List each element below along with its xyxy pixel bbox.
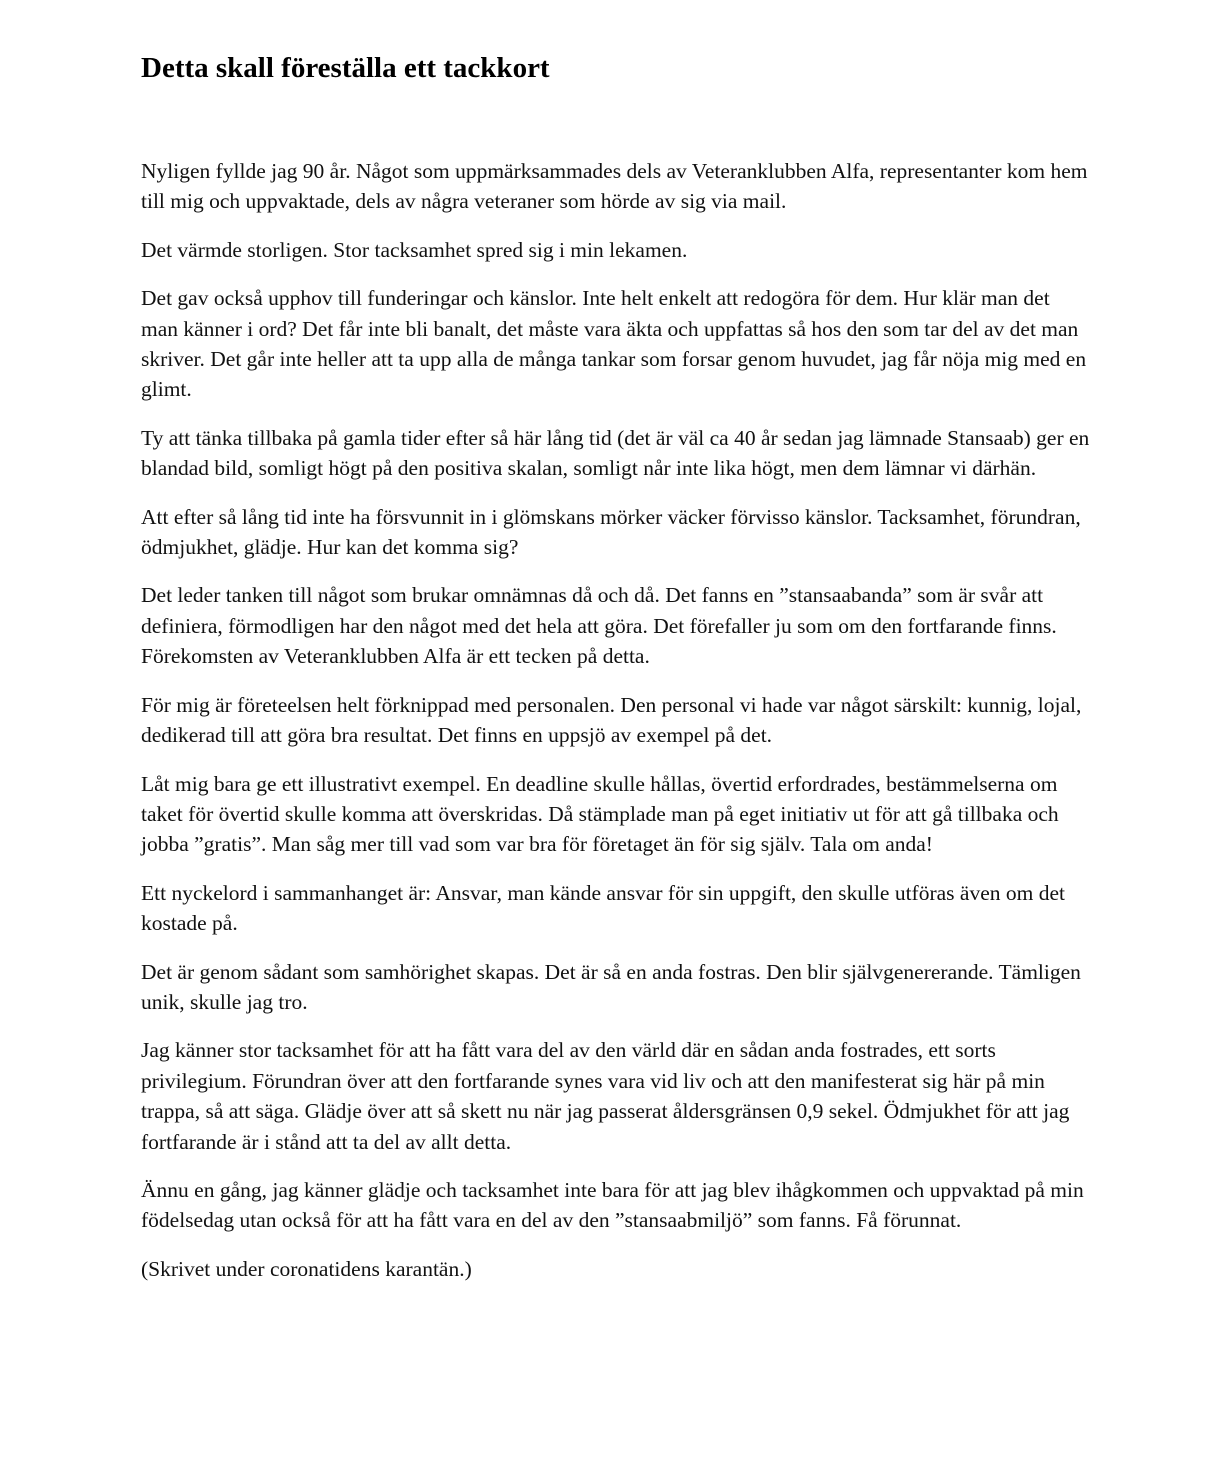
document-title: Detta skall föreställa ett tackkort	[141, 52, 550, 84]
paragraph: Det leder tanken till något som brukar omnämnas då och då. Det fanns en ”stansaabanda” som är svår att definiera, förmodligen har den något med det hela att göra. Det förefaller ju som om den fortfarande finns. Förekomsten av Veteranklubben Alfa är ett tecken på detta.	[141, 583, 1057, 669]
document-body	[141, 156, 1091, 1284]
paragraph: Det är genom sådant som samhörighet skapas. Det är så en anda fostras. Den blir självgenererande. Tämligen unik, skulle jag tro.	[141, 959, 1081, 1014]
paragraph: Ännu en gång, jag känner glädje och tacksamhet inte bara för att jag blev ihågkommen och uppvaktad på min födelsedag utan också för att ha fått vara en del av den ”stansaabmiljö” som fanns. Få förunnat.	[141, 1177, 1084, 1233]
paragraph: Ty att tänka tillbaka på gamla tider efter så här lång tid (det är väl ca 40 år sedan jag lämnade Stansaab) ger en blandad bild, somligt högt på den positiva skalan, somligt når inte lika högt, men dem lämnar vi därhän.	[141, 425, 1090, 481]
paragraph: Ett nyckelord i sammanhanget är: Ansvar, man kände ansvar för sin uppgift, den skulle utföras även om det kostade på.	[141, 880, 1065, 936]
paragraph: Låt mig bara ge ett illustrativt exempel. En deadline skulle hållas, övertid erfordrades, bestämmelserna om taket för övertid skulle komma att överskridas. Då stämplade man på eget initiativ ut för att gå tillbaka och jobba ”gratis”. Man såg mer till vad som var bra för företaget än för sig själv. Tala om anda!	[141, 771, 1059, 857]
closing-note: (Skrivet under coronatidens karantän.)	[141, 1256, 472, 1281]
paragraph: Nyligen fyllde jag 90 år. Något som uppmärksammades dels av Veteranklubben Alfa, representanter kom hem till mig och uppvaktade, dels av några veteraner som hörde av sig via mail.	[141, 159, 1088, 214]
paragraph: Det gav också upphov till funderingar och känslor. Inte helt enkelt att redogöra för dem. Hur klär man det man känner i ord? Det får inte bli banalt, det måste vara äkta och uppfattas så hos den som tar del av det man skriver. Det går inte heller att ta upp alla de många tankar som forsar genom huvudet, jag får nöja mig med en glimt.	[141, 286, 1087, 402]
paragraph: Att efter så lång tid inte ha försvunnit in i glömskans mörker väcker förvisso känslor. Tacksamhet, förundran, ödmjukhet, glädje. Hur kan det komma sig?	[141, 504, 1081, 560]
paragraph: För mig är företeelsen helt förknippad med personalen. Den personal vi hade var något särskilt: kunnig, lojal, dedikerad till att göra bra resultat. Det finns en uppsjö av exempel på det.	[141, 692, 1082, 748]
paragraph: Jag känner stor tacksamhet för att ha fått vara del av den värld där en sådan anda fostrades, ett sorts privilegium. Förundran över att den fortfarande synes vara vid liv och att den manifesterat sig här på min trappa, så att säga. Glädje över att så skett nu när jag passerat åldersgränsen 0,9 sekel. Ödmjukhet för att jag fortfarande är i stånd att ta del av allt detta.	[141, 1038, 1070, 1154]
document-page	[141, 48, 1091, 1302]
paragraph: Det värmde storligen. Stor tacksamhet spred sig i min lekamen.	[141, 237, 688, 262]
